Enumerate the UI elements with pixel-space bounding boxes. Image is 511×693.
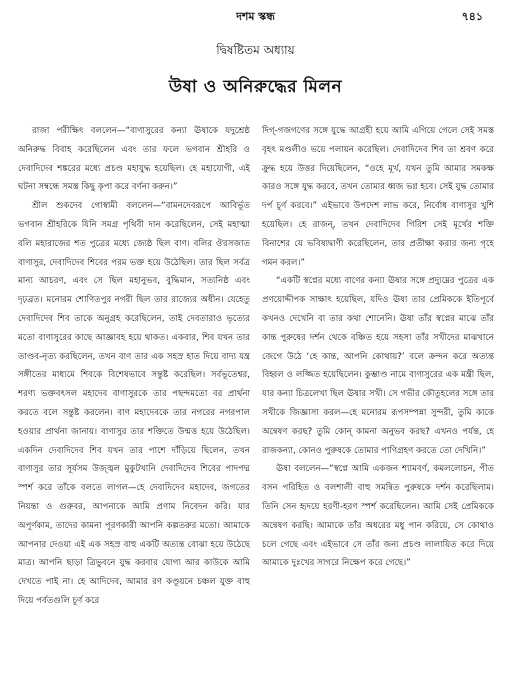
paragraph: দিগ্‌-গজগণের সঙ্গে যুদ্ধে আগ্রহী হয়ে আমি এগিয়ে গেলে সেই সমস্ত বৃহৎ মণ্ডলীও ভয়ে পলায়ন করেছিল। দেবাদিদেব শিব তা শ্রবণ করে ক্রুদ্ধ হয়ে উত্তর দিয়েছিলেন, “ওহে মূর্খ, যখন তুমি আমার সমকক্ষ কারও সঙ্গে যুদ্ধ করবে, তখন তোমার ধ্বজ ভগ্ন হবে। সেই যুদ্ধ তোমার দর্প চূর্ণ করবে।” এইভাবে উপদেশ লাভ করে, নির্বোধ বাণাসুর খুশি হয়েছিল। হে রাজন্, তখন দেবাদিদেব গিরিশ সেই মূর্খের শক্তি বিনাশের যে ভবিষ্যদ্বাণী করেছিলেন, তার প্রতীক্ষা করার জন্য গৃহে গমন করল।” bbox=[262, 126, 494, 268]
paragraph: “একটি স্বপ্নের মধ্যে বাণের কন্যা ঊষার সঙ্গে প্রদ্যুম্নের পুত্রের এক প্রণয়োদ্দীপক সাক্ষাৎ হয়েছিল, যদিও ঊষা তার প্রেমিককে ইতিপূর্বে কখনও দেখেনি বা তার কথা শোনেনি। ঊষা তাঁর স্বপ্নের মাঝে তাঁর কান্ত পুরুষের দর্শন থেকে বঞ্চিত হয়ে সহসা তাঁর সখীদের মাঝখানে জেগে উঠে ‘হে কান্ত, আপনি কোথায়?’ বলে ক্রন্দন করে অত্যন্ত বিহ্বল ও লজ্জিত হয়েছিলেন। কুম্ভাণ্ড নামে বাণাসুরের এক মন্ত্রী ছিল, যার কন্যা চিত্রলেখা ছিল ঊষার সখী। সে গভীর কৌতূহলের সঙ্গে তার সখীকে জিজ্ঞাসা করল—হে মনোরম রূপসম্পন্না সুন্দরী, তুমি কাকে অন্বেষণ করছ? তুমি কোন্ কামনা অনুভব করছ? এখনও পর্যন্ত, হে রাজকন্যা, কোনও পুরুষকে তোমার পাণিগ্রহণ করতে তো দেখিনি।” bbox=[262, 276, 494, 456]
paragraph: ঊষা বললেন—“স্বপ্নে আমি একজন শ্যামবর্ণ, কমললোচন, পীত বসন পরিহিত ও বলশালী বাহু সমন্বিত পুরুষকে দর্শন করেছিলাম। তিনি সেন হৃদয়ে হরণী-হরণ স্পর্শ করেছিলেন। আমি সেই প্রেমিককে অন্বেষণ করছি। আমাকে তাঁর অধরের মধু পান করিয়ে, সে কোথাও চলে গেছে এবং এইভাবে সে তাঁর জন্য প্রচণ্ড লালায়িত করে দিয়ে আমাকে দুঃখের সাগরে নিক্ষেপ করে গেছে।” bbox=[262, 464, 494, 569]
chapter-heading: দ্বিষষ্টিতম অধ্যায় bbox=[216, 43, 295, 57]
left-column bbox=[18, 122, 250, 692]
chapter-title: উষা ও অনিরুদ্ধের মিলন bbox=[168, 77, 343, 97]
page-number: ৭৪১ bbox=[461, 10, 483, 23]
running-title: দশম স্কন্ধ bbox=[236, 10, 275, 23]
paragraph: রাজা পরীক্ষিৎ বললেন—“বাণাসুরের কন্যা ঊষাকে যদুশ্রেষ্ঠ অনিরুদ্ধ বিবাহ করেছিলেন এবং তার ফলে ভগবান শ্রীহরি ও দেবাদিদেব শঙ্করের মধ্যে প্রচণ্ড মহাযুদ্ধ হয়েছিল। হে মহাযোগী, এই ঘটনা সম্বন্ধে সমস্ত কিছু কৃপা করে বর্ণনা করুন।” bbox=[18, 126, 250, 193]
right-column bbox=[262, 122, 494, 692]
paragraph: শ্রীল শুকদেব গোস্বামী বললেন—“বামনদেবরূপে আবির্ভূত ভগবান শ্রীহরিকে যিনি সমগ্র পৃথিবী দান করেছিলেন, সেই মহাত্মা বলি মহারাজের শত পুত্রের মধ্যে জ্যেষ্ঠ ছিল বাণ। বলির ঔরসজাত বাণাসুর, দেবাদিদেব শিবের পরম ভক্ত হয়ে উঠেছিল। তার ছিল সর্বত্র মান্য আচরণ, এবং সে ছিল মহানুভব, বুদ্ধিমান, সত্যনিষ্ঠ এবং দৃঢ়ব্রত। মনোরম শোণিতপুর নগরী ছিল তার রাজ্যের অধীন। যেহেতু দেবাদিদেব শিব তাকে অনুগ্রহ করেছিলেন, তাই দেবতারাও ভৃত্যের মতো বাণাসুরের কাছে আজ্ঞাবহ হয়ে থাকত। একবার, শিব যখন তার তাণ্ডব-নৃত্য করছিলেন, তখন বাণ তার এক সহস্র হাত দিয়ে বাদ্য যন্ত্র সঙ্গীতের মাধ্যমে শিবকে বিশেষভাবে সন্তুষ্ট করেছিল। সর্বভূতেশ্বর, শরণ্য ভক্তবৎসল মহাদেব বাণাসুরকে তার পছন্দমতো বর প্রার্থনা করতে বলে সন্তুষ্ট করলেন। বাণ মহাদেবকে তার নগরের নগরপাল হওয়ার প্রার্থনা জানায়। বাণাসুর তার শক্তিতে উন্মত্ত হয়ে উঠেছিল। একদিন দেবাদিদেব শিব যখন তার পাশে দাঁড়িয়ে ছিলেন, তখন বাণাসুর তার সূর্যসম উজ্জ্বল মুকুটখানি দেবাদিদেব শিবের পাদপদ্ম স্পর্শ করে তাঁকে বলতে লাগল—হে দেবাদিদেব মহাদেব, জগতের নিয়ন্তা ও গুরুবর, আপনাকে আমি প্রণাম নিবেদন করি। যার অপূর্ণকাম, তাদের কামনা পূরণকারী আপনি কল্পতরুর মতো। আমাকে আপনার দেওয়া এই এক সহস্র বাহু একটি অত্যন্ত বোঝা হয়ে উঠেছে মাত্র। আপনি ছাড়া ত্রিভুবনে যুদ্ধ করবার যোগ্য আর কাউকে আমি দেখতে পাই না। হে আদিদেব, আমার রণ কণ্ডূয়নে চঞ্চল যুক্ত বাহু দিয়ে পর্বতগুলি চূর্ণ করে bbox=[18, 201, 250, 606]
